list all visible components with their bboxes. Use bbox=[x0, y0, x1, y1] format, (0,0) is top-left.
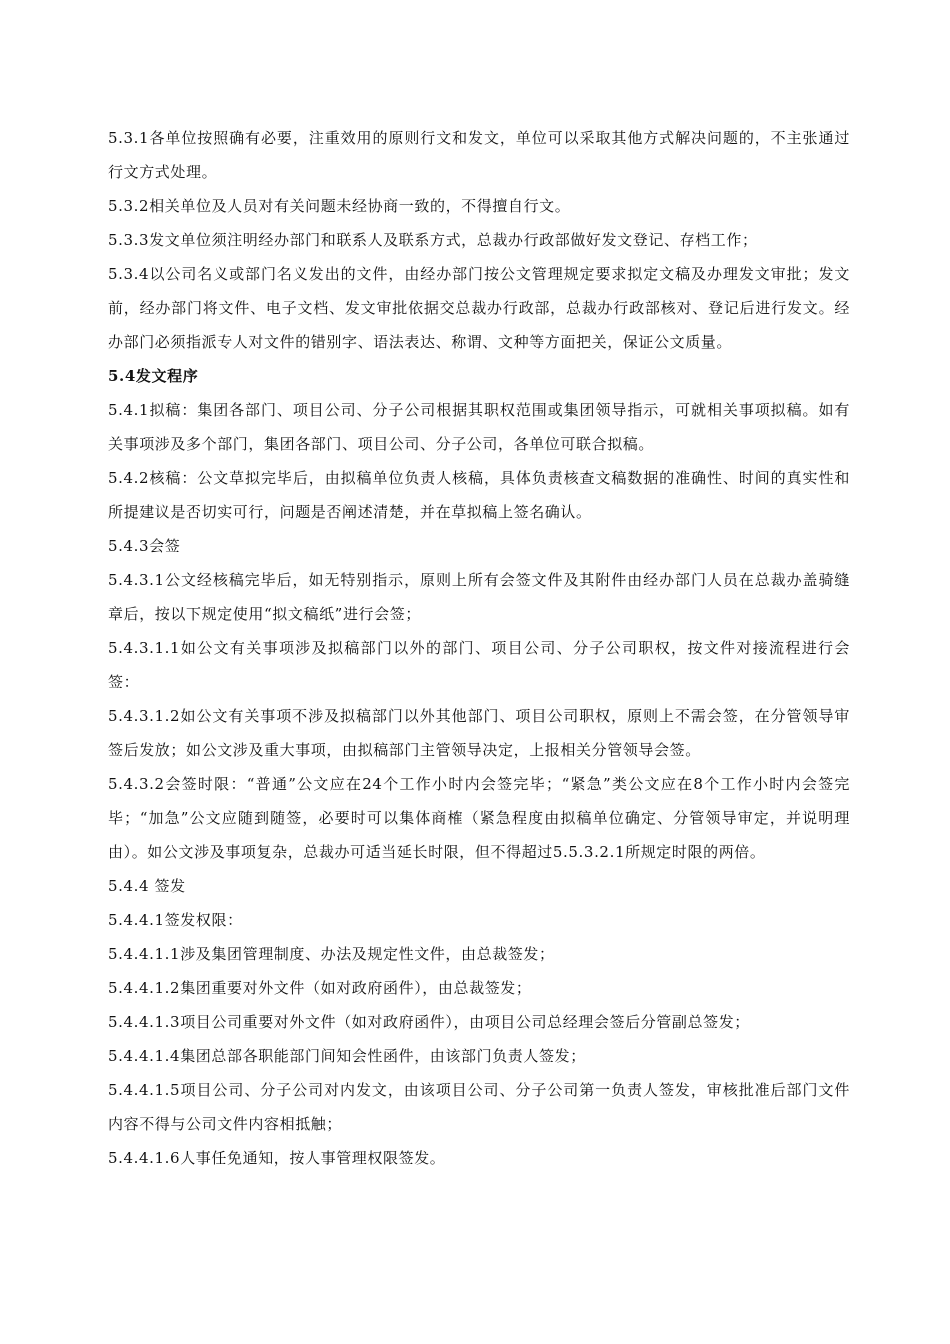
paragraph: 5.4.1拟稿：集团各部门、项目公司、分子公司根据其职权范围或集团领导指示，可就相关事项拟稿。如有关事项涉及多个部门，集团各部门、项目公司、分子公司，各单位可联合拟稿。 bbox=[108, 401, 850, 453]
paragraph: 5.4.4.1.5项目公司、分子公司对内发文，由该项目公司、分子公司第一负责人签发，审核批准后部门文件内容不得与公司文件内容相抵触； bbox=[108, 1081, 850, 1133]
paragraph: 5.4.2核稿：公文草拟完毕后，由拟稿单位负责人核稿，具体负责核查文稿数据的准确性、时间的真实性和所提建议是否切实可行，问题是否阐述清楚，并在草拟稿上签名确认。 bbox=[108, 469, 850, 521]
paragraph: 5.4.3会签 bbox=[108, 537, 181, 555]
paragraph: 5.4.4.1.2集团重要对外文件（如对政府函件），由总裁签发； bbox=[108, 979, 532, 997]
paragraph: 5.3.2相关单位及人员对有关问题未经协商一致的，不得擅自行文。 bbox=[108, 197, 571, 215]
document-body bbox=[108, 121, 850, 1175]
paragraph: 5.4.4.1.3项目公司重要对外文件（如对政府函件），由项目公司总经理会签后分管副总签发； bbox=[108, 1013, 750, 1031]
paragraph: 5.3.1各单位按照确有必要，注重效用的原则行文和发文，单位可以采取其他方式解决问题的，不主张通过行文方式处理。 bbox=[108, 129, 850, 181]
paragraph: 5.4.3.1公文经核稿完毕后，如无特别指示，原则上所有会签文件及其附件由经办部门人员在总裁办盖骑缝章后，按以下规定使用“拟文稿纸”进行会签； bbox=[108, 571, 850, 623]
paragraph: 5.4.4 签发 bbox=[108, 877, 186, 895]
paragraph: 5.4.3.1.2如公文有关事项不涉及拟稿部门以外其他部门、项目公司职权，原则上不需会签，在分管领导审签后发放；如公文涉及重大事项，由拟稿部门主管领导决定，上报相关分管领导会签。 bbox=[108, 707, 850, 759]
paragraph: 5.4.4.1签发权限： bbox=[108, 911, 243, 929]
paragraph: 5.4.4.1.6人事任免通知，按人事管理权限签发。 bbox=[108, 1149, 446, 1167]
section-heading: 5.4发文程序 bbox=[108, 367, 199, 385]
paragraph: 5.4.3.2会签时限：“普通”公文应在24个工作小时内会签完毕；“紧急”类公文应在8个工作小时内会签完毕；“加急”公文应随到随签，必要时可以集体商榷（紧急程度由拟稿单位确定、分管领导审定，并说明理由）。如公文涉及事项复杂，总裁办可适当延长时限，但不得超过5.5.3.2.1所规定时限的两倍。 bbox=[108, 775, 850, 861]
paragraph: 5.4.4.1.1涉及集团管理制度、办法及规定性文件，由总裁签发； bbox=[108, 945, 555, 963]
paragraph: 5.3.3发文单位须注明经办部门和联系人及联系方式，总裁办行政部做好发文登记、存档工作； bbox=[108, 231, 758, 249]
paragraph: 5.3.4以公司名义或部门名义发出的文件，由经办部门按公文管理规定要求拟定文稿及办理发文审批；发文前，经办部门将文件、电子文档、发文审批依据交总裁办行政部，总裁办行政部核对、登记后进行发文。经办部门必须指派专人对文件的错别字、语法表达、称谓、文种等方面把关，保证公文质量。 bbox=[108, 265, 850, 351]
paragraph: 5.4.4.1.4集团总部各职能部门间知会性函件，由该部门负责人签发； bbox=[108, 1047, 586, 1065]
paragraph: 5.4.3.1.1如公文有关事项涉及拟稿部门以外的部门、项目公司、分子公司职权，按文件对接流程进行会签： bbox=[108, 639, 850, 691]
